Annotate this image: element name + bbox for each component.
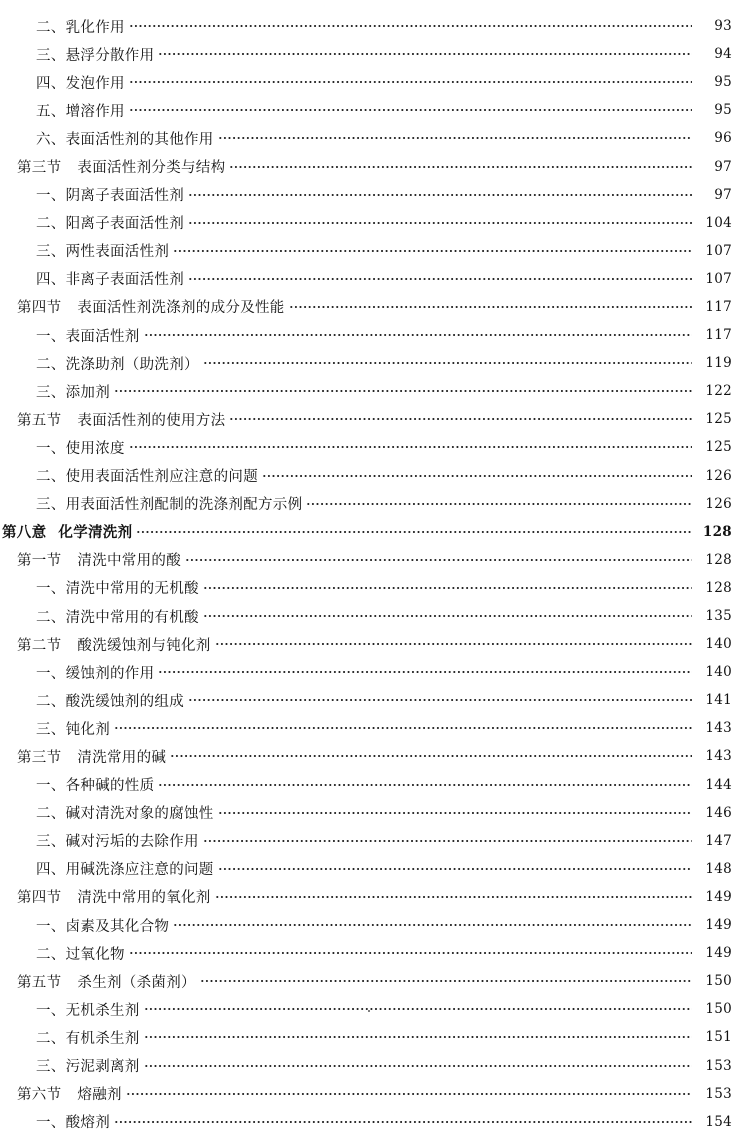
toc-item bbox=[0, 462, 736, 490]
toc-page-number: 128 bbox=[705, 579, 732, 596]
dot-leader bbox=[129, 79, 692, 85]
toc-title bbox=[36, 690, 184, 711]
toc-item bbox=[0, 574, 736, 602]
toc-number: 第二节 bbox=[17, 637, 62, 654]
toc-item bbox=[0, 209, 736, 237]
toc-title-text: 一、表面活性剂 bbox=[36, 328, 140, 345]
toc-page-number: 149 bbox=[705, 945, 732, 962]
toc-page-number: 97 bbox=[714, 186, 732, 203]
dot-leader bbox=[218, 810, 692, 816]
dot-leader bbox=[200, 978, 692, 984]
toc-item bbox=[0, 237, 736, 265]
toc-page-number: 150 bbox=[705, 973, 732, 990]
toc-title bbox=[36, 606, 199, 627]
toc-page-number: 119 bbox=[705, 355, 732, 372]
toc-title-text: 表面活性剂洗涤剂的成分及性能 bbox=[77, 300, 285, 317]
dot-leader bbox=[144, 332, 692, 338]
toc-chapter bbox=[0, 518, 736, 546]
toc-page-number: 128 bbox=[702, 523, 732, 540]
dot-leader bbox=[158, 782, 692, 788]
toc-number: 第八意 bbox=[2, 524, 47, 542]
toc-section bbox=[0, 967, 736, 995]
toc-title-text: 二、酸洗缓蚀剂的组成 bbox=[36, 693, 184, 710]
toc-title-text: 三、添加剂 bbox=[36, 384, 110, 401]
toc-title bbox=[17, 971, 196, 992]
dot-leader bbox=[306, 501, 692, 507]
toc-number: 第三节 bbox=[17, 160, 62, 177]
toc-page-number: 95 bbox=[714, 102, 732, 119]
toc-title-text: 表面活性剂的使用方法 bbox=[77, 412, 226, 429]
toc-title bbox=[36, 493, 302, 514]
toc-section bbox=[0, 293, 736, 321]
toc-title bbox=[17, 156, 225, 177]
toc-section bbox=[0, 152, 736, 180]
toc-item bbox=[0, 68, 736, 96]
toc-title bbox=[17, 409, 225, 430]
toc-title bbox=[36, 943, 125, 964]
dot-leader bbox=[289, 304, 692, 310]
toc-title-text: 三、两性表面活性剂 bbox=[36, 244, 170, 261]
toc-page-number: 153 bbox=[705, 1057, 732, 1074]
toc-item bbox=[0, 349, 736, 377]
toc-title-text: 三、钝化剂 bbox=[36, 721, 110, 738]
toc-title-text: 熔融剂 bbox=[77, 1087, 122, 1104]
table-of-contents bbox=[0, 12, 736, 1136]
dot-leader bbox=[173, 248, 692, 254]
toc-title-text: 二、阳离子表面活性剂 bbox=[36, 216, 184, 233]
toc-item bbox=[0, 40, 736, 68]
toc-title bbox=[36, 353, 199, 374]
toc-title-text: 一、使用浓度 bbox=[36, 440, 125, 457]
toc-title bbox=[36, 830, 199, 851]
toc-page-number: 144 bbox=[705, 776, 732, 793]
toc-title-text: 酸洗缓蚀剂与钝化剂 bbox=[77, 637, 211, 654]
toc-title bbox=[17, 549, 181, 570]
toc-title bbox=[36, 100, 125, 121]
toc-title bbox=[36, 774, 154, 795]
dot-leader bbox=[129, 444, 692, 450]
toc-page-number: 125 bbox=[705, 439, 732, 456]
toc-item bbox=[0, 1051, 736, 1079]
toc-page-number: 149 bbox=[705, 917, 732, 934]
dot-leader bbox=[203, 838, 692, 844]
dot-leader bbox=[144, 1063, 692, 1069]
toc-page-number: 151 bbox=[705, 1029, 732, 1046]
toc-section bbox=[0, 1080, 736, 1108]
toc-title bbox=[17, 634, 211, 655]
dot-leader bbox=[229, 164, 692, 170]
toc-page-number: 93 bbox=[714, 18, 732, 35]
toc-title bbox=[36, 858, 214, 879]
toc-page-number: 126 bbox=[705, 467, 732, 484]
toc-title-text: 二、使用表面活性剂应注意的问题 bbox=[36, 469, 258, 486]
toc-title bbox=[17, 1083, 122, 1104]
dot-leader bbox=[114, 1119, 692, 1125]
toc-title-text: 二、清洗中常用的有机酸 bbox=[36, 609, 199, 626]
dot-leader bbox=[215, 894, 692, 900]
toc-item bbox=[0, 939, 736, 967]
toc-title-text: 一、卤素及其化合物 bbox=[36, 918, 170, 935]
toc-page-number: 146 bbox=[705, 804, 732, 821]
toc-title-text: 二、有机杀生剂 bbox=[36, 1030, 140, 1047]
toc-title-text: 六、表面活性剂的其他作用 bbox=[36, 131, 214, 148]
toc-page-number: 107 bbox=[705, 270, 732, 287]
dot-leader bbox=[188, 276, 692, 282]
toc-title-text: 清洗常用的碱 bbox=[77, 749, 167, 766]
toc-title-text: 三、用表面活性剂配制的洗涤剂配方示例 bbox=[36, 497, 303, 514]
toc-title-text: 杀生剂（杀菌剂） bbox=[77, 974, 196, 991]
toc-page-number: 149 bbox=[705, 888, 732, 905]
dot-leader bbox=[170, 753, 692, 759]
toc-title bbox=[17, 296, 285, 317]
toc-item bbox=[0, 377, 736, 405]
toc-title-text: 三、悬浮分散作用 bbox=[36, 47, 155, 64]
toc-item bbox=[0, 799, 736, 827]
toc-page-number: 140 bbox=[705, 664, 732, 681]
toc-page-number: 122 bbox=[705, 383, 732, 400]
toc-item bbox=[0, 602, 736, 630]
toc-item bbox=[0, 181, 736, 209]
toc-item bbox=[0, 490, 736, 518]
toc-number: 第四节 bbox=[17, 300, 62, 317]
toc-title bbox=[36, 718, 110, 739]
toc-title-text: 一、阴离子表面活性剂 bbox=[36, 188, 184, 205]
toc-title bbox=[36, 1055, 140, 1076]
dot-leader bbox=[114, 725, 692, 731]
toc-number: 第四节 bbox=[17, 890, 62, 907]
dot-leader bbox=[203, 585, 692, 591]
toc-page-number: 143 bbox=[705, 748, 732, 765]
toc-section bbox=[0, 405, 736, 433]
toc-item bbox=[0, 124, 736, 152]
toc-item bbox=[0, 321, 736, 349]
toc-item bbox=[0, 265, 736, 293]
toc-page-number: 147 bbox=[705, 832, 732, 849]
dot-leader bbox=[114, 388, 692, 394]
toc-page-number: 150 bbox=[705, 1001, 732, 1018]
toc-title-text: 五、增溶作用 bbox=[36, 103, 125, 120]
toc-title-text: 清洗中常用的酸 bbox=[77, 553, 182, 570]
toc-title bbox=[2, 521, 132, 542]
toc-page-number: 135 bbox=[705, 608, 732, 625]
toc-title-text: 二、乳化作用 bbox=[36, 19, 125, 36]
dot-leader bbox=[158, 51, 692, 57]
toc-item bbox=[0, 96, 736, 124]
toc-title bbox=[36, 437, 125, 458]
toc-page-number: 128 bbox=[705, 551, 732, 568]
toc-page-number: 117 bbox=[705, 327, 732, 344]
dot-leader bbox=[229, 416, 692, 422]
toc-title bbox=[36, 465, 258, 486]
dot-leader bbox=[215, 641, 692, 647]
toc-item bbox=[0, 827, 736, 855]
toc-section bbox=[0, 630, 736, 658]
toc-page-number: 125 bbox=[705, 411, 732, 428]
toc-page-number: 153 bbox=[705, 1085, 732, 1102]
toc-title-text: 二、洗涤助剂（助洗剂） bbox=[36, 356, 199, 373]
toc-page-number: 95 bbox=[714, 74, 732, 91]
toc-number: 第三节 bbox=[17, 749, 62, 766]
toc-title-text: 三、污泥剥离剂 bbox=[36, 1059, 140, 1076]
toc-number: 第五节 bbox=[17, 974, 62, 991]
toc-item bbox=[0, 855, 736, 883]
dot-leader bbox=[144, 1006, 692, 1012]
toc-page-number: 154 bbox=[705, 1113, 732, 1130]
toc-title bbox=[36, 184, 184, 205]
dot-leader bbox=[129, 950, 692, 956]
dot-leader bbox=[203, 613, 692, 619]
toc-title-text: 清洗中常用的氧化剂 bbox=[77, 890, 211, 907]
toc-title-text: 四、用碱洗涤应注意的问题 bbox=[36, 862, 214, 879]
toc-title-text: 表面活性剂分类与结构 bbox=[77, 160, 226, 177]
toc-page-number: 140 bbox=[705, 636, 732, 653]
toc-title-text: 四、发泡作用 bbox=[36, 75, 125, 92]
toc-page-number: 141 bbox=[705, 692, 732, 709]
toc-item bbox=[0, 686, 736, 714]
toc-item bbox=[0, 771, 736, 799]
toc-page-number: 104 bbox=[705, 214, 732, 231]
toc-title bbox=[36, 381, 110, 402]
dot-leader bbox=[126, 1091, 692, 1097]
dot-leader bbox=[185, 557, 692, 563]
toc-title-text: 二、过氧化物 bbox=[36, 946, 125, 963]
toc-title-text: 四、非离子表面活性剂 bbox=[36, 272, 184, 289]
toc-title-text: 三、碱对污垢的去除作用 bbox=[36, 834, 199, 851]
dot-leader bbox=[203, 360, 692, 366]
toc-page-number: 94 bbox=[714, 46, 732, 63]
toc-title-text: 一、酸熔剂 bbox=[36, 1115, 110, 1132]
dot-leader bbox=[173, 922, 692, 928]
toc-title bbox=[36, 212, 184, 233]
dot-leader bbox=[218, 135, 692, 141]
toc-title bbox=[36, 802, 214, 823]
toc-title bbox=[36, 1027, 140, 1048]
toc-title bbox=[36, 577, 199, 598]
toc-item bbox=[0, 433, 736, 461]
toc-title-text: 一、清洗中常用的无机酸 bbox=[36, 581, 199, 598]
toc-page-number: 126 bbox=[705, 495, 732, 512]
toc-title-text: 一、各种碱的性质 bbox=[36, 778, 155, 795]
toc-title bbox=[36, 915, 169, 936]
dot-leader bbox=[129, 107, 692, 113]
toc-title-text: 化学清洗剂 bbox=[58, 524, 133, 542]
toc-title bbox=[36, 44, 154, 65]
toc-title-text: 一、无机杀生剂 bbox=[36, 1002, 140, 1019]
toc-title bbox=[36, 1111, 110, 1132]
toc-title bbox=[36, 999, 140, 1020]
dot-leader bbox=[158, 669, 692, 675]
toc-title bbox=[36, 268, 184, 289]
toc-item bbox=[0, 1108, 736, 1136]
toc-number: 第五节 bbox=[17, 412, 62, 429]
toc-page-number: 96 bbox=[714, 130, 732, 147]
dot-leader bbox=[218, 866, 692, 872]
toc-title bbox=[36, 16, 125, 37]
dot-leader bbox=[188, 697, 692, 703]
dot-leader bbox=[144, 1034, 692, 1040]
toc-item bbox=[0, 658, 736, 686]
toc-item bbox=[0, 1023, 736, 1051]
toc-title bbox=[36, 72, 125, 93]
toc-page-number: 117 bbox=[705, 298, 732, 315]
toc-title bbox=[36, 128, 214, 149]
dot-leader bbox=[129, 23, 692, 29]
toc-title bbox=[17, 746, 166, 767]
toc-section bbox=[0, 742, 736, 770]
dot-leader bbox=[136, 529, 692, 535]
toc-section bbox=[0, 546, 736, 574]
toc-number: 第六节 bbox=[17, 1087, 62, 1104]
dot-leader bbox=[262, 473, 692, 479]
toc-page-number: 143 bbox=[705, 720, 732, 737]
scan-speck bbox=[368, 1010, 370, 1012]
toc-page-number: 148 bbox=[705, 860, 732, 877]
toc-title bbox=[36, 240, 169, 261]
toc-title bbox=[36, 325, 140, 346]
toc-title bbox=[36, 662, 154, 683]
toc-number: 第一节 bbox=[17, 553, 62, 570]
toc-item bbox=[0, 12, 736, 40]
dot-leader bbox=[188, 220, 692, 226]
toc-title-text: 二、碱对清洗对象的腐蚀性 bbox=[36, 806, 214, 823]
toc-item bbox=[0, 911, 736, 939]
toc-section bbox=[0, 883, 736, 911]
toc-page-number: 97 bbox=[714, 158, 732, 175]
toc-title bbox=[17, 886, 211, 907]
toc-title-text: 一、缓蚀剂的作用 bbox=[36, 665, 155, 682]
toc-item bbox=[0, 714, 736, 742]
toc-page-number: 107 bbox=[705, 242, 732, 259]
dot-leader bbox=[188, 192, 692, 198]
